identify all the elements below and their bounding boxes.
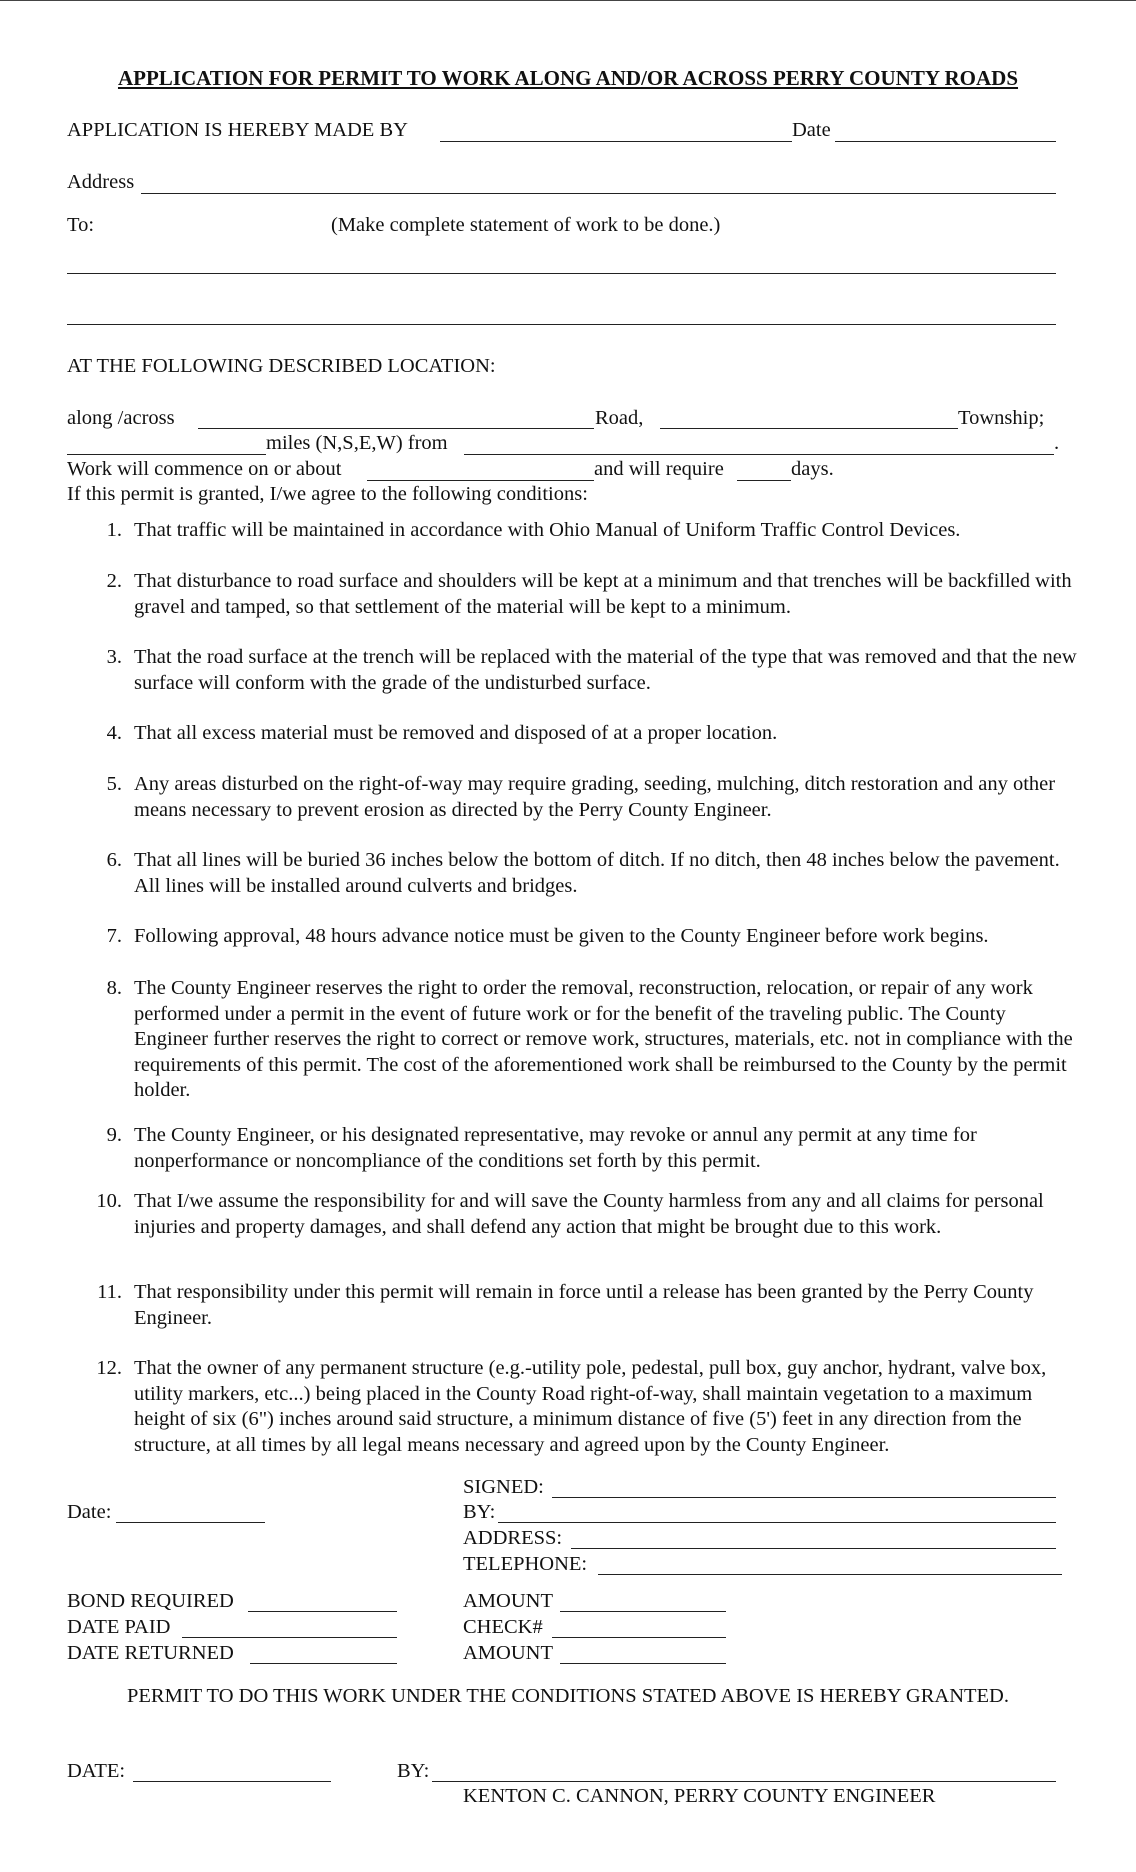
- to-label: To:: [67, 214, 95, 236]
- condition-text: That responsibility under this permit will remain in force until a release has been granted by the Perry County Engineer.: [134, 1281, 1034, 1329]
- page-top-border: [0, 0, 1136, 1]
- condition-number: 7.: [106, 925, 122, 947]
- location-heading: AT THE FOLLOWING DESCRIBED LOCATION:: [67, 355, 496, 377]
- by-field[interactable]: [498, 1522, 1056, 1523]
- form-title: APPLICATION FOR PERMIT TO WORK ALONG AND/OR ACROSS PERRY COUNTY ROADS: [117, 66, 1019, 90]
- amount2-field[interactable]: [560, 1663, 726, 1664]
- condition-number: 8.: [106, 977, 122, 999]
- date-paid-label: DATE PAID: [67, 1616, 171, 1638]
- commence-date-field[interactable]: [367, 480, 594, 481]
- address-label: Address: [67, 171, 135, 193]
- along-across-field[interactable]: [198, 428, 594, 429]
- agree-text: If this permit is granted, I/we agree to the following conditions:: [67, 483, 588, 505]
- condition-number: 10.: [96, 1190, 122, 1212]
- signed-label: SIGNED:: [463, 1476, 544, 1498]
- work-statement-line-2[interactable]: [67, 324, 1056, 325]
- condition-number: 11.: [97, 1281, 122, 1303]
- days-label: days.: [791, 458, 834, 480]
- commence-label: Work will commence on or about: [67, 458, 342, 480]
- signed-field[interactable]: [552, 1497, 1056, 1498]
- address-field[interactable]: [141, 193, 1056, 194]
- check-field[interactable]: [552, 1637, 726, 1638]
- date-returned-field[interactable]: [250, 1663, 397, 1664]
- condition-number: 4.: [106, 722, 122, 744]
- condition-text: That all excess material must be removed and disposed of at a proper location.: [134, 722, 778, 744]
- date-field[interactable]: [835, 141, 1056, 142]
- footer-date-label: DATE:: [67, 1760, 126, 1782]
- footer-by-label: BY:: [397, 1760, 430, 1782]
- condition-number: 1.: [106, 519, 122, 541]
- engineer-name: KENTON C. CANNON, PERRY COUNTY ENGINEER: [463, 1785, 936, 1807]
- bond-required-label: BOND REQUIRED: [67, 1590, 234, 1612]
- from-field[interactable]: [464, 454, 1054, 455]
- sig-date-field[interactable]: [116, 1522, 265, 1523]
- condition-text: That disturbance to road surface and shoulders will be kept at a minimum and that trenches will be backfilled with gravel and tamped, so that settlement of the material will be kept to a minimum.: [134, 570, 1072, 618]
- condition-text: The County Engineer, or his designated representative, may revoke or annul any permit at any time for nonperformance or noncompliance of the conditions set forth by this permit.: [134, 1124, 977, 1172]
- bond-required-field[interactable]: [248, 1611, 397, 1612]
- condition-text: That all lines will be buried 36 inches below the bottom of ditch. If no ditch, then 48 inches below the pavement. All lines will be installed around culverts and bridges.: [134, 849, 1060, 897]
- condition-text: That traffic will be maintained in accordance with Ohio Manual of Uniform Traffic Control Devices.: [134, 519, 961, 541]
- condition-number: 12.: [96, 1357, 122, 1379]
- days-field[interactable]: [737, 480, 791, 481]
- condition-text: That I/we assume the responsibility for and will save the County harmless from any and all claims for personal injuries and property damages, and shall defend any action that might be brought due to this work.: [134, 1190, 1044, 1238]
- condition-number: 5.: [106, 773, 122, 795]
- work-statement-line-1[interactable]: [67, 273, 1056, 274]
- amount-field[interactable]: [560, 1611, 726, 1612]
- by-label: BY:: [463, 1501, 496, 1523]
- sig-date-label: Date:: [67, 1501, 112, 1523]
- require-label: and will require: [594, 458, 724, 480]
- footer-by-field[interactable]: [432, 1781, 1056, 1782]
- condition-text: Following approval, 48 hours advance notice must be given to the County Engineer before work begins.: [134, 925, 989, 947]
- miles-label: miles (N,S,E,W) from: [266, 432, 448, 454]
- condition-number: 6.: [106, 849, 122, 871]
- made-by-field[interactable]: [440, 141, 792, 142]
- date-paid-field[interactable]: [182, 1637, 397, 1638]
- made-by-label: APPLICATION IS HEREBY MADE BY: [67, 119, 408, 141]
- condition-text: That the road surface at the trench will be replaced with the material of the type that was removed and that the new surface will conform with the grade of the undisturbed surface.: [134, 646, 1077, 694]
- period-mark: .: [1054, 432, 1060, 454]
- amount2-label: AMOUNT: [463, 1642, 553, 1664]
- road-field[interactable]: [660, 428, 958, 429]
- condition-text: Any areas disturbed on the right-of-way may require grading, seeding, mulching, ditch restoration and any other means necessary to prevent erosion as directed by the Perry County Engineer.: [134, 773, 1056, 821]
- date-returned-label: DATE RETURNED: [67, 1642, 234, 1664]
- condition-text: That the owner of any permanent structure (e.g.-utility pole, pedestal, pull box, guy anchor, hydrant, valve box, utility markers, etc...) being placed in the County Road right-of-way, shall maintain vegetation to a maximum height of six (6") inches around said structure, a minimum distance of five (5') feet in any direction from the structure, at all times by all legal means necessary and agreed upon by the County Engineer.: [134, 1357, 1047, 1456]
- telephone-label: TELEPHONE:: [463, 1553, 588, 1575]
- condition-text: The County Engineer reserves the right to order the removal, reconstruction, relocation, or repair of any work performed under a permit in the event of future work or for the benefit of the traveling public. The County Engineer further reserves the right to correct or remove work, structures, materials, etc. not in compliance with the requirements of this permit. The cost of the aforementioned work shall be reimbursed to the County by the permit holder.: [134, 977, 1073, 1101]
- address2-field[interactable]: [571, 1548, 1056, 1549]
- condition-number: 9.: [106, 1124, 122, 1146]
- miles-field[interactable]: [67, 454, 266, 455]
- date-label: Date: [792, 119, 831, 141]
- along-across-label: along /across: [67, 407, 175, 429]
- address2-label: ADDRESS:: [463, 1527, 563, 1549]
- check-label: CHECK#: [463, 1616, 543, 1638]
- township-label: Township;: [958, 407, 1045, 429]
- condition-number: 3.: [106, 646, 122, 668]
- footer-date-field[interactable]: [133, 1781, 331, 1782]
- telephone-field[interactable]: [598, 1574, 1062, 1575]
- permit-granted-text: PERMIT TO DO THIS WORK UNDER THE CONDITIONS STATED ABOVE IS HEREBY GRANTED.: [127, 1685, 1009, 1707]
- condition-number: 2.: [106, 570, 122, 592]
- road-label: Road,: [595, 407, 644, 429]
- statement-hint: (Make complete statement of work to be done.): [331, 214, 721, 236]
- amount-label: AMOUNT: [463, 1590, 553, 1612]
